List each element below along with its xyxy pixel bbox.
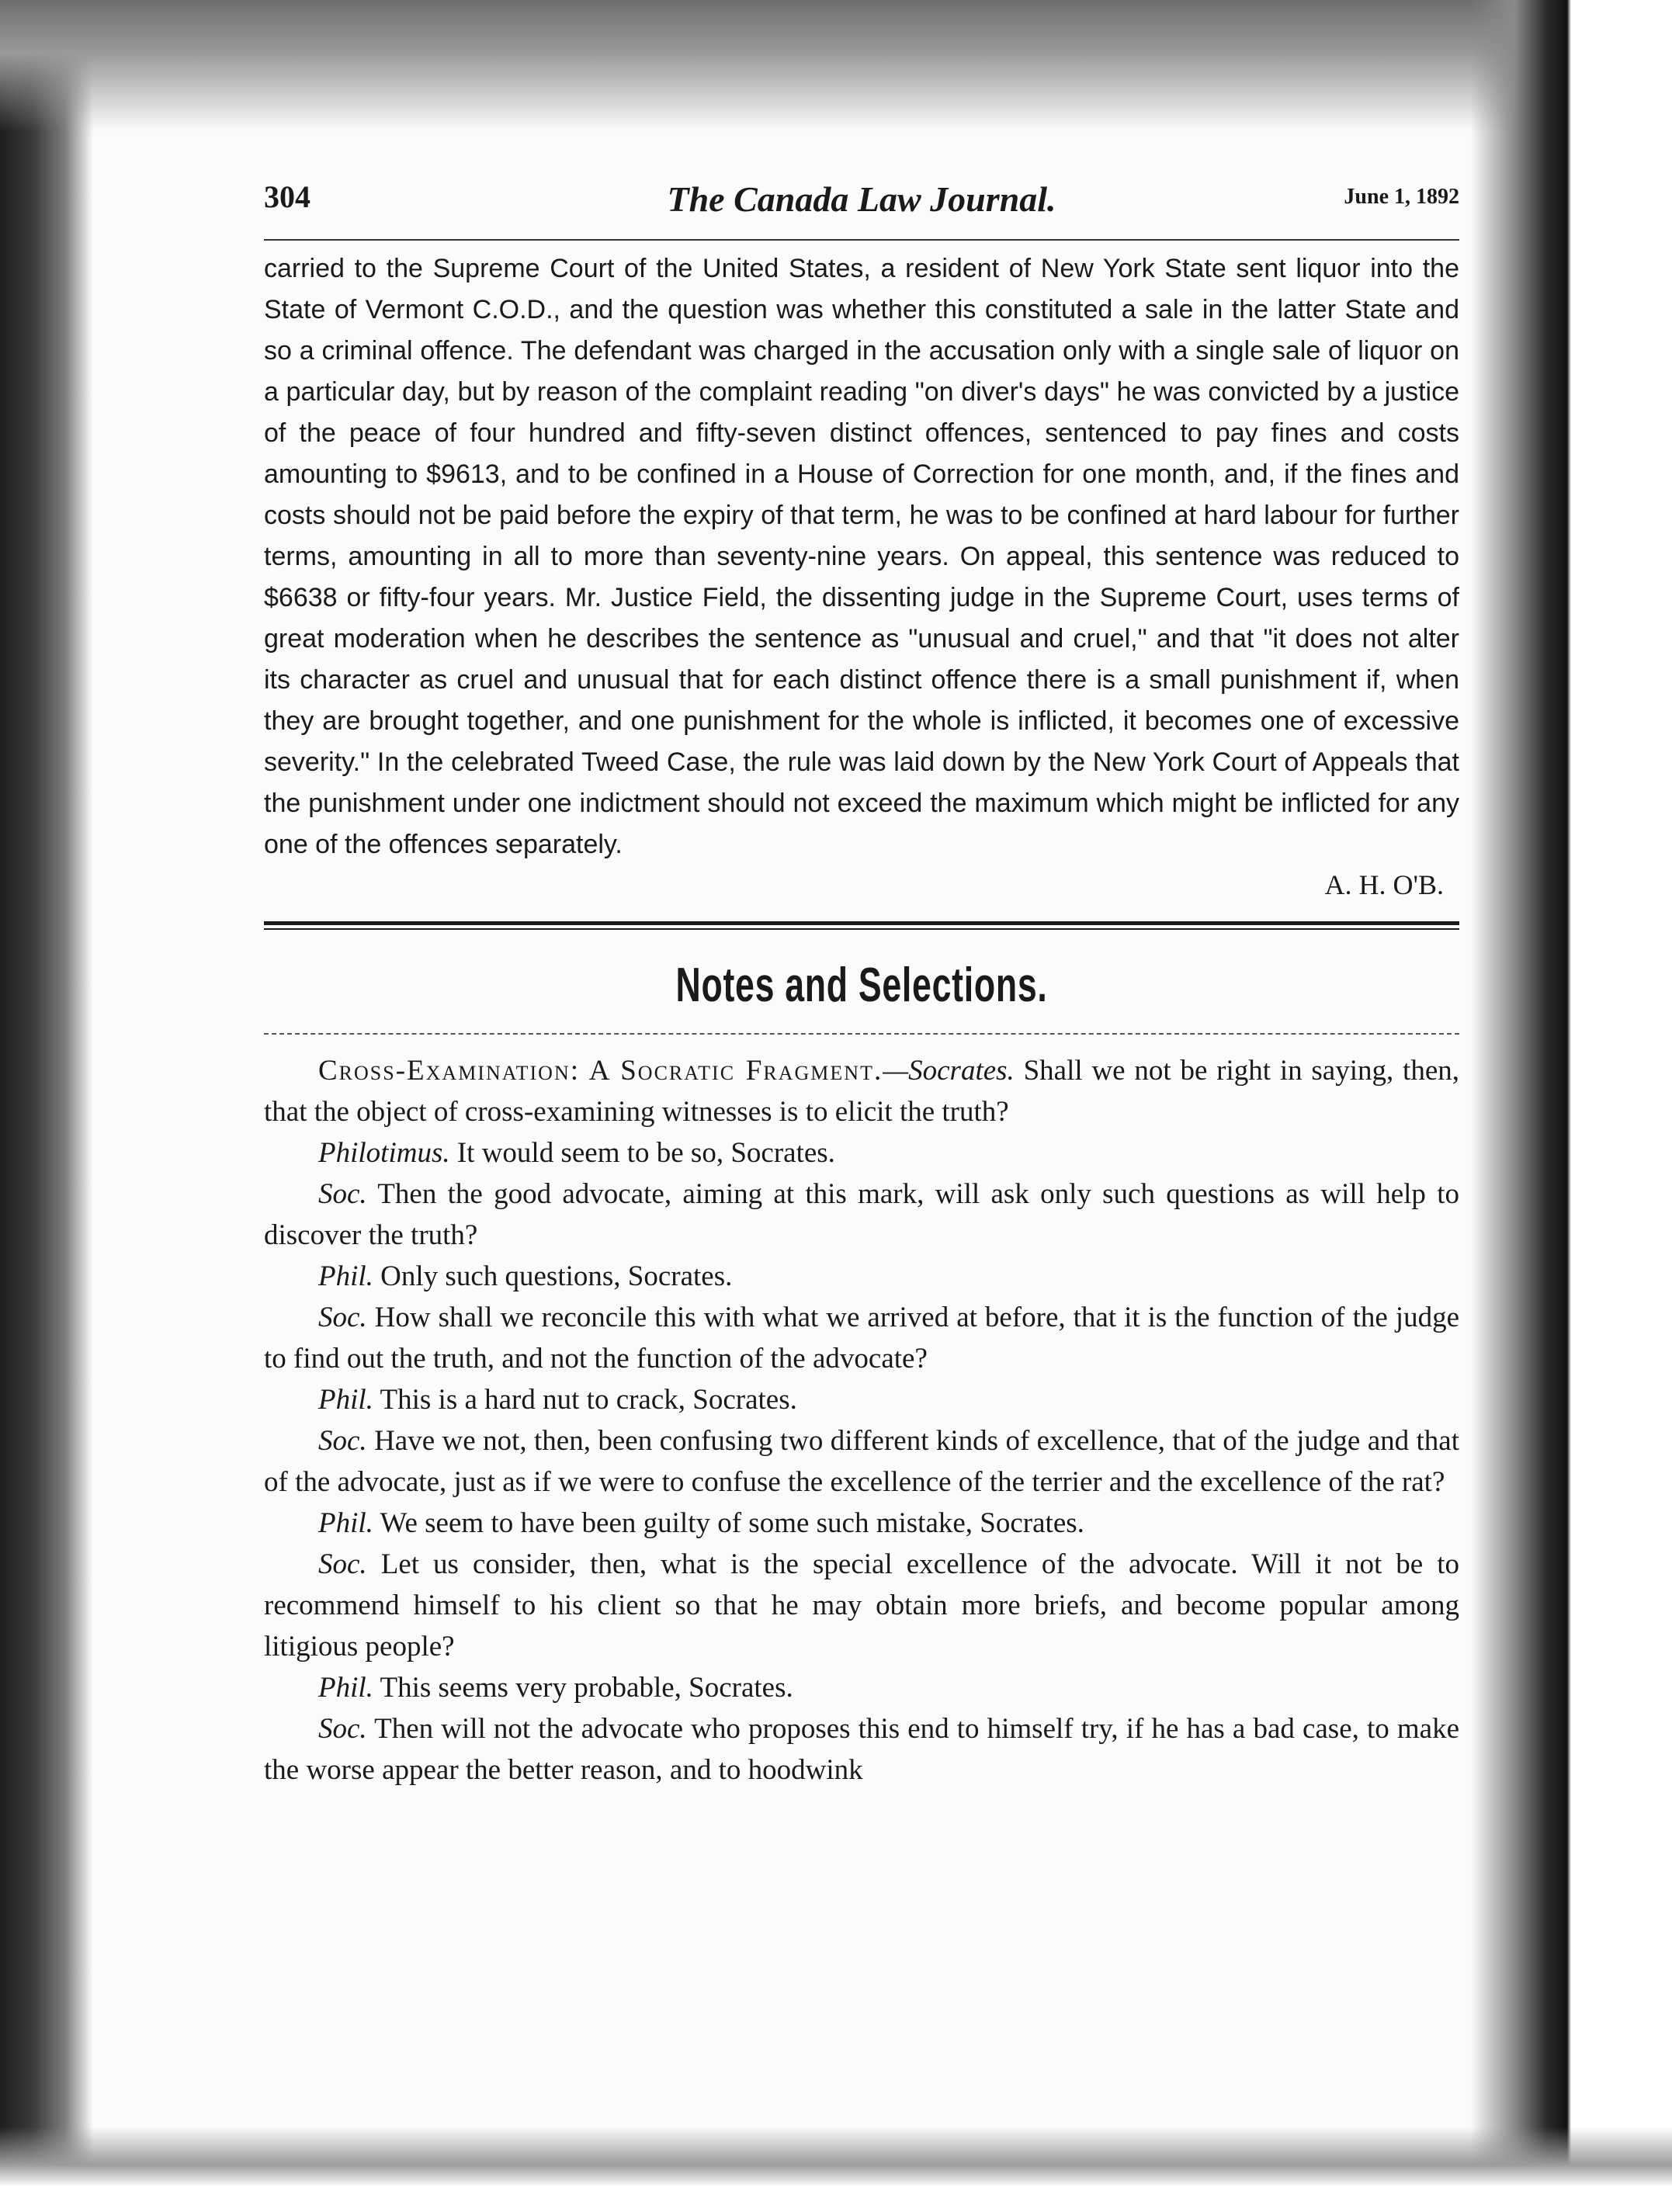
- speaker-name: Phil.: [318, 1384, 373, 1416]
- speaker-name: Soc.: [318, 1713, 367, 1745]
- scan-shadow-top: [0, 0, 1672, 132]
- header-rule: [264, 239, 1459, 241]
- issue-date: June 1, 1892: [1344, 185, 1459, 209]
- page-number: 304: [264, 179, 310, 214]
- page-content: [264, 179, 1459, 1791]
- scan-shadow-left: [0, 0, 93, 2212]
- dialogue-text: How shall we reconcile this with what we arrived at before, that it is the function of the judge to find out the truth, and not the function of the advocate?: [264, 1302, 1459, 1375]
- dialogue-text: Then the good advocate, aiming at this mark, will ask only such questions as will help to discover the truth?: [264, 1178, 1459, 1251]
- speaker-name: Soc.: [318, 1548, 367, 1580]
- speaker-name: —Socrates.: [883, 1055, 1015, 1087]
- fragment-heading: Cross-Examination: A Socratic Fragment.: [318, 1055, 883, 1087]
- dialogue-line: [264, 1708, 1459, 1791]
- dialogue-line: [264, 1256, 1459, 1297]
- dialogue-text: This seems very probable, Socrates.: [373, 1672, 793, 1704]
- dialogue-text: Shall we not be right in saying, then, that the object of cross-examining witnesses is to elicit the truth?: [264, 1055, 1459, 1128]
- scan-shadow-right: [1470, 0, 1672, 2212]
- dialogue-text: It would seem to be so, Socrates.: [449, 1137, 835, 1169]
- speaker-name: Soc.: [318, 1178, 367, 1210]
- dialogue-line: [264, 1420, 1459, 1503]
- dialogue-text: This is a hard nut to crack, Socrates.: [373, 1384, 797, 1416]
- dialogue-line: [264, 1544, 1459, 1667]
- dialogue-text: We seem to have been guilty of some such mistake, Socrates.: [373, 1507, 1084, 1539]
- socratic-dialogue: [264, 1050, 1459, 1791]
- author-signature: A. H. O'B.: [1324, 869, 1444, 900]
- dialogue-text: Have we not, then, been confusing two different kinds of excellence, that of the judge and that of the advocate, just as if we were to confuse the excellence of the terrier and the excellence of the rat?: [264, 1425, 1459, 1498]
- journal-title: The Canada Law Journal.: [667, 179, 1056, 219]
- dialogue-line: [264, 1132, 1459, 1174]
- dialogue-opening: [264, 1050, 1459, 1132]
- dialogue-line: [264, 1379, 1459, 1420]
- dialogue-line: [264, 1503, 1459, 1544]
- running-header: [264, 179, 1459, 225]
- section-title: Notes and Selections.: [675, 959, 1048, 1012]
- dialogue-line: [264, 1297, 1459, 1379]
- speaker-name: Soc.: [318, 1302, 367, 1333]
- speaker-name: Phil.: [318, 1260, 373, 1292]
- speaker-name: Phil.: [318, 1672, 373, 1704]
- dialogue-text: Then will not the advocate who proposes this end to himself try, if he has a bad case, to make the worse appear the better reason, and to hoodwink: [264, 1713, 1459, 1786]
- speaker-name: Phil.: [318, 1507, 373, 1539]
- speaker-name: Soc.: [318, 1425, 367, 1457]
- section-divider: [264, 921, 1459, 930]
- article-paragraph: carried to the Supreme Court of the United States, a resident of New York State sent liquor into the State of Vermont C.O.D., and the question was whether this constituted a sale in the latter State and so a criminal offence. The defendant was charged in the accusation only with a single sale of liquor on a particular day, but by reason of the complaint reading "on diver's days" he was convicted by a justice of the peace of four hundred and fifty-seven distinct offences, sentenced to pay fines and costs amounting to $9613, and to be confined in a House of Correction for one month, and, if the fines and costs should not be paid before the expiry of that term, he was to be confined at hard labour for further terms, amounting in all to more than seventy-nine years. On appeal, this sentence was reduced to $6638 or fifty-four years. Mr. Justice Field, the dissenting judge in the Supreme Court, uses terms of great moderation when he describes the sentence as "unusual and cruel," and that "it does not alter its character as cruel and unusual that for each distinct offence there is a small punishment if, when they are brought together, and one punishment for the whole is inflicted, it becomes one of excessive severity." In the celebrated Tweed Case, the rule was laid down by the New York Court of Appeals that the punishment under one indictment should not exceed the maximum which might be inflicted for any one of the offences separately.: [264, 254, 1459, 859]
- dialogue-line: [264, 1667, 1459, 1708]
- dialogue-text: Let us consider, then, what is the special excellence of the advocate. Will it not be to recommend himself to his client so that he may obtain more briefs, and become popular among litigious people?: [264, 1548, 1459, 1662]
- dialogue-line: [264, 1174, 1459, 1256]
- speaker-name: Philotimus.: [318, 1137, 450, 1169]
- scan-shadow-bottom: [0, 2127, 1672, 2212]
- section-title-rule: [264, 1033, 1459, 1035]
- dialogue-text: Only such questions, Socrates.: [373, 1260, 733, 1292]
